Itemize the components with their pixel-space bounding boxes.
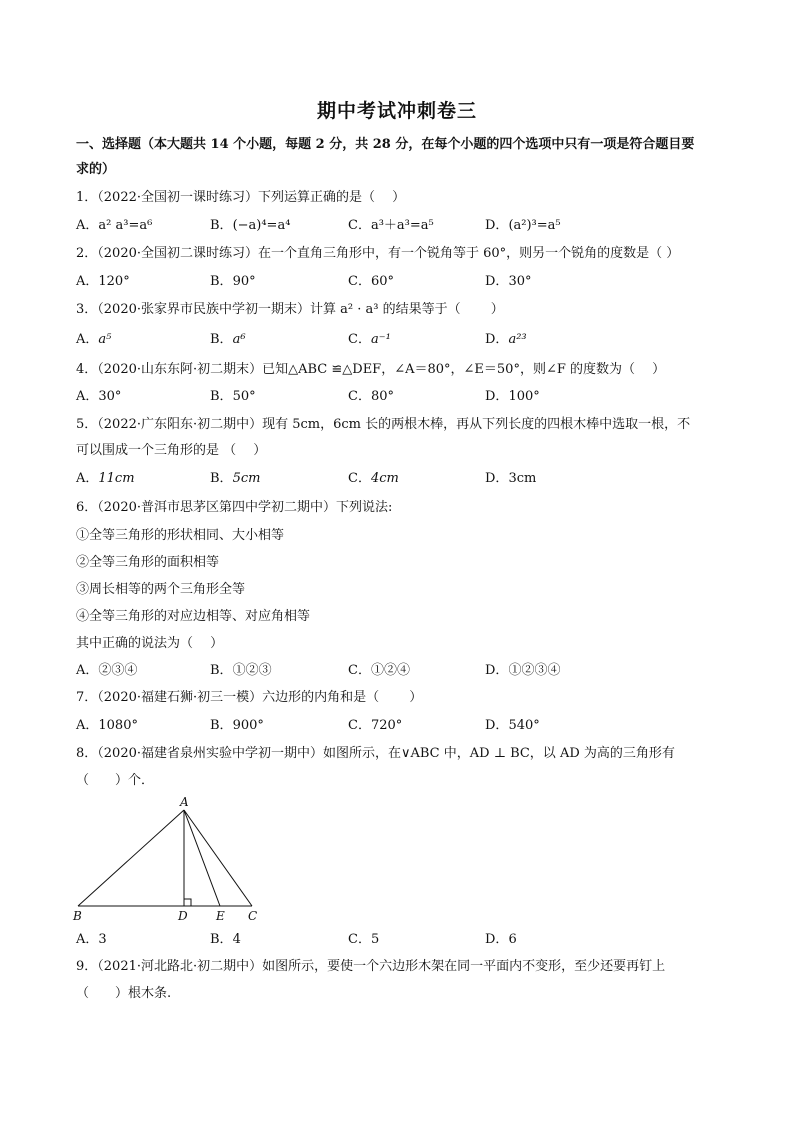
option-d: D．100° xyxy=(485,389,540,404)
label-a: A xyxy=(180,796,189,809)
option-b: B．5cm xyxy=(210,471,261,486)
question-8-stem-cont: （ ）个． xyxy=(76,773,155,788)
question-6-prompt: 其中正确的说法为（ ） xyxy=(76,636,224,651)
question-5-options xyxy=(76,470,756,488)
segment-ac xyxy=(184,810,252,906)
option-d: D．6 xyxy=(485,932,517,947)
option-a: A．1080° xyxy=(76,718,138,733)
question-5-stem: 5．（2022·广东阳东·初二期中）现有 5cm，6cm 长的两根木棒，再从下列长度的四根木棒中选取一根，不 xyxy=(76,417,691,432)
option-a: A．②③④ xyxy=(76,663,138,678)
page-title: 期中考试冲刺卷三 xyxy=(316,100,477,122)
question-7-options xyxy=(76,717,756,735)
option-a: A．11cm xyxy=(76,471,135,486)
option-d: D．a²³ xyxy=(485,332,527,347)
option-b: B．①②③ xyxy=(210,663,272,678)
option-d: D．30° xyxy=(485,274,532,289)
question-5-stem-cont: 可以围成一个三角形的是 （ ） xyxy=(76,443,267,458)
option-c: C．①②④ xyxy=(348,663,410,678)
label-e: E xyxy=(216,909,225,923)
question-8-stem: 8．（2020·福建省泉州实验中学初一期中）如图所示，在∨ABC 中，AD ⊥ BC，以 AD 为高的三角形有 xyxy=(76,746,675,761)
option-c: C．4cm xyxy=(348,471,399,486)
option-d: D．(a²)³=a⁵ xyxy=(485,218,561,233)
option-d: D．①②③④ xyxy=(485,663,561,678)
question-3-stem: 3．（2020·张家界市民族中学初一期末）计算 a² · a³ 的结果等于（ ） xyxy=(76,302,504,317)
question-4-options xyxy=(76,388,756,406)
option-d: D．3cm xyxy=(485,471,537,486)
question-1-options xyxy=(76,217,756,235)
option-a: A．3 xyxy=(76,932,107,947)
question-4-stem: 4．（2020·山东东阿·初二期末）已知△ABC ≌△DEF，∠A＝80°，∠E＝50°，则∠F 的度数为（ ） xyxy=(76,362,666,377)
option-b: B．(−a)⁴=a⁴ xyxy=(210,218,291,233)
option-c: C．5 xyxy=(348,932,380,947)
statement-3: ③周长相等的两个三角形全等 xyxy=(76,582,246,597)
label-b: B xyxy=(73,909,82,923)
option-b: B．90° xyxy=(210,274,256,289)
question-9-stem-cont: （ ）根木条. xyxy=(76,986,172,1001)
statement-1: ①全等三角形的形状相同、大小相等 xyxy=(76,528,285,543)
section-heading-cont: 求的） xyxy=(76,162,116,177)
question-2-options xyxy=(76,273,756,291)
option-a: A．a² a³=a⁶ xyxy=(76,218,153,233)
label-c: C xyxy=(248,909,258,923)
option-b: B．900° xyxy=(210,718,264,733)
option-a: A．30° xyxy=(76,389,122,404)
option-c: C．80° xyxy=(348,389,394,404)
triangle-figure xyxy=(70,796,260,926)
section-heading: 一、选择题（本大题共 14 个小题，每题 2 分，共 28 分，在每个小题的四个选项中只有一项是符合题目要 xyxy=(76,137,695,152)
option-b: B．a⁶ xyxy=(210,332,246,347)
option-c: C．720° xyxy=(348,718,403,733)
label-d: D xyxy=(178,909,188,923)
option-a: A．120° xyxy=(76,274,130,289)
segment-ab xyxy=(78,810,184,906)
statement-4: ④全等三角形的对应边相等、对应角相等 xyxy=(76,609,311,624)
option-b: B．50° xyxy=(210,389,256,404)
option-a: A．a⁵ xyxy=(76,332,112,347)
option-b: B．4 xyxy=(210,932,241,947)
question-9-stem: 9．（2021·河北路北·初二期中）如图所示，要使一个六边形木架在同一平面内不变形，至少还要再钉上 xyxy=(76,959,666,974)
question-2-stem: 2．（2020·全国初二课时练习）在一个直角三角形中，有一个锐角等于 60°，则另一个锐角的度数是（ ） xyxy=(76,246,680,261)
question-8-options xyxy=(76,931,756,949)
question-1-stem: 1．（2022·全国初一课时练习）下列运算正确的是（ ） xyxy=(76,190,406,205)
question-3-options xyxy=(76,331,756,349)
option-c: C．60° xyxy=(348,274,394,289)
question-6-stem: 6．（2020·普洱市思茅区第四中学初二期中）下列说法: xyxy=(76,500,393,515)
statement-2: ②全等三角形的面积相等 xyxy=(76,555,220,570)
right-angle-mark xyxy=(184,899,191,906)
question-6-options xyxy=(76,662,756,680)
option-d: D．540° xyxy=(485,718,540,733)
option-c: C．a⁻¹ xyxy=(348,332,391,347)
option-c: C．a³＋a³=a⁵ xyxy=(348,218,434,233)
question-7-stem: 7．（2020·福建石狮·初三一模）六边形的内角和是（ ） xyxy=(76,690,423,705)
segment-ae xyxy=(184,810,220,906)
